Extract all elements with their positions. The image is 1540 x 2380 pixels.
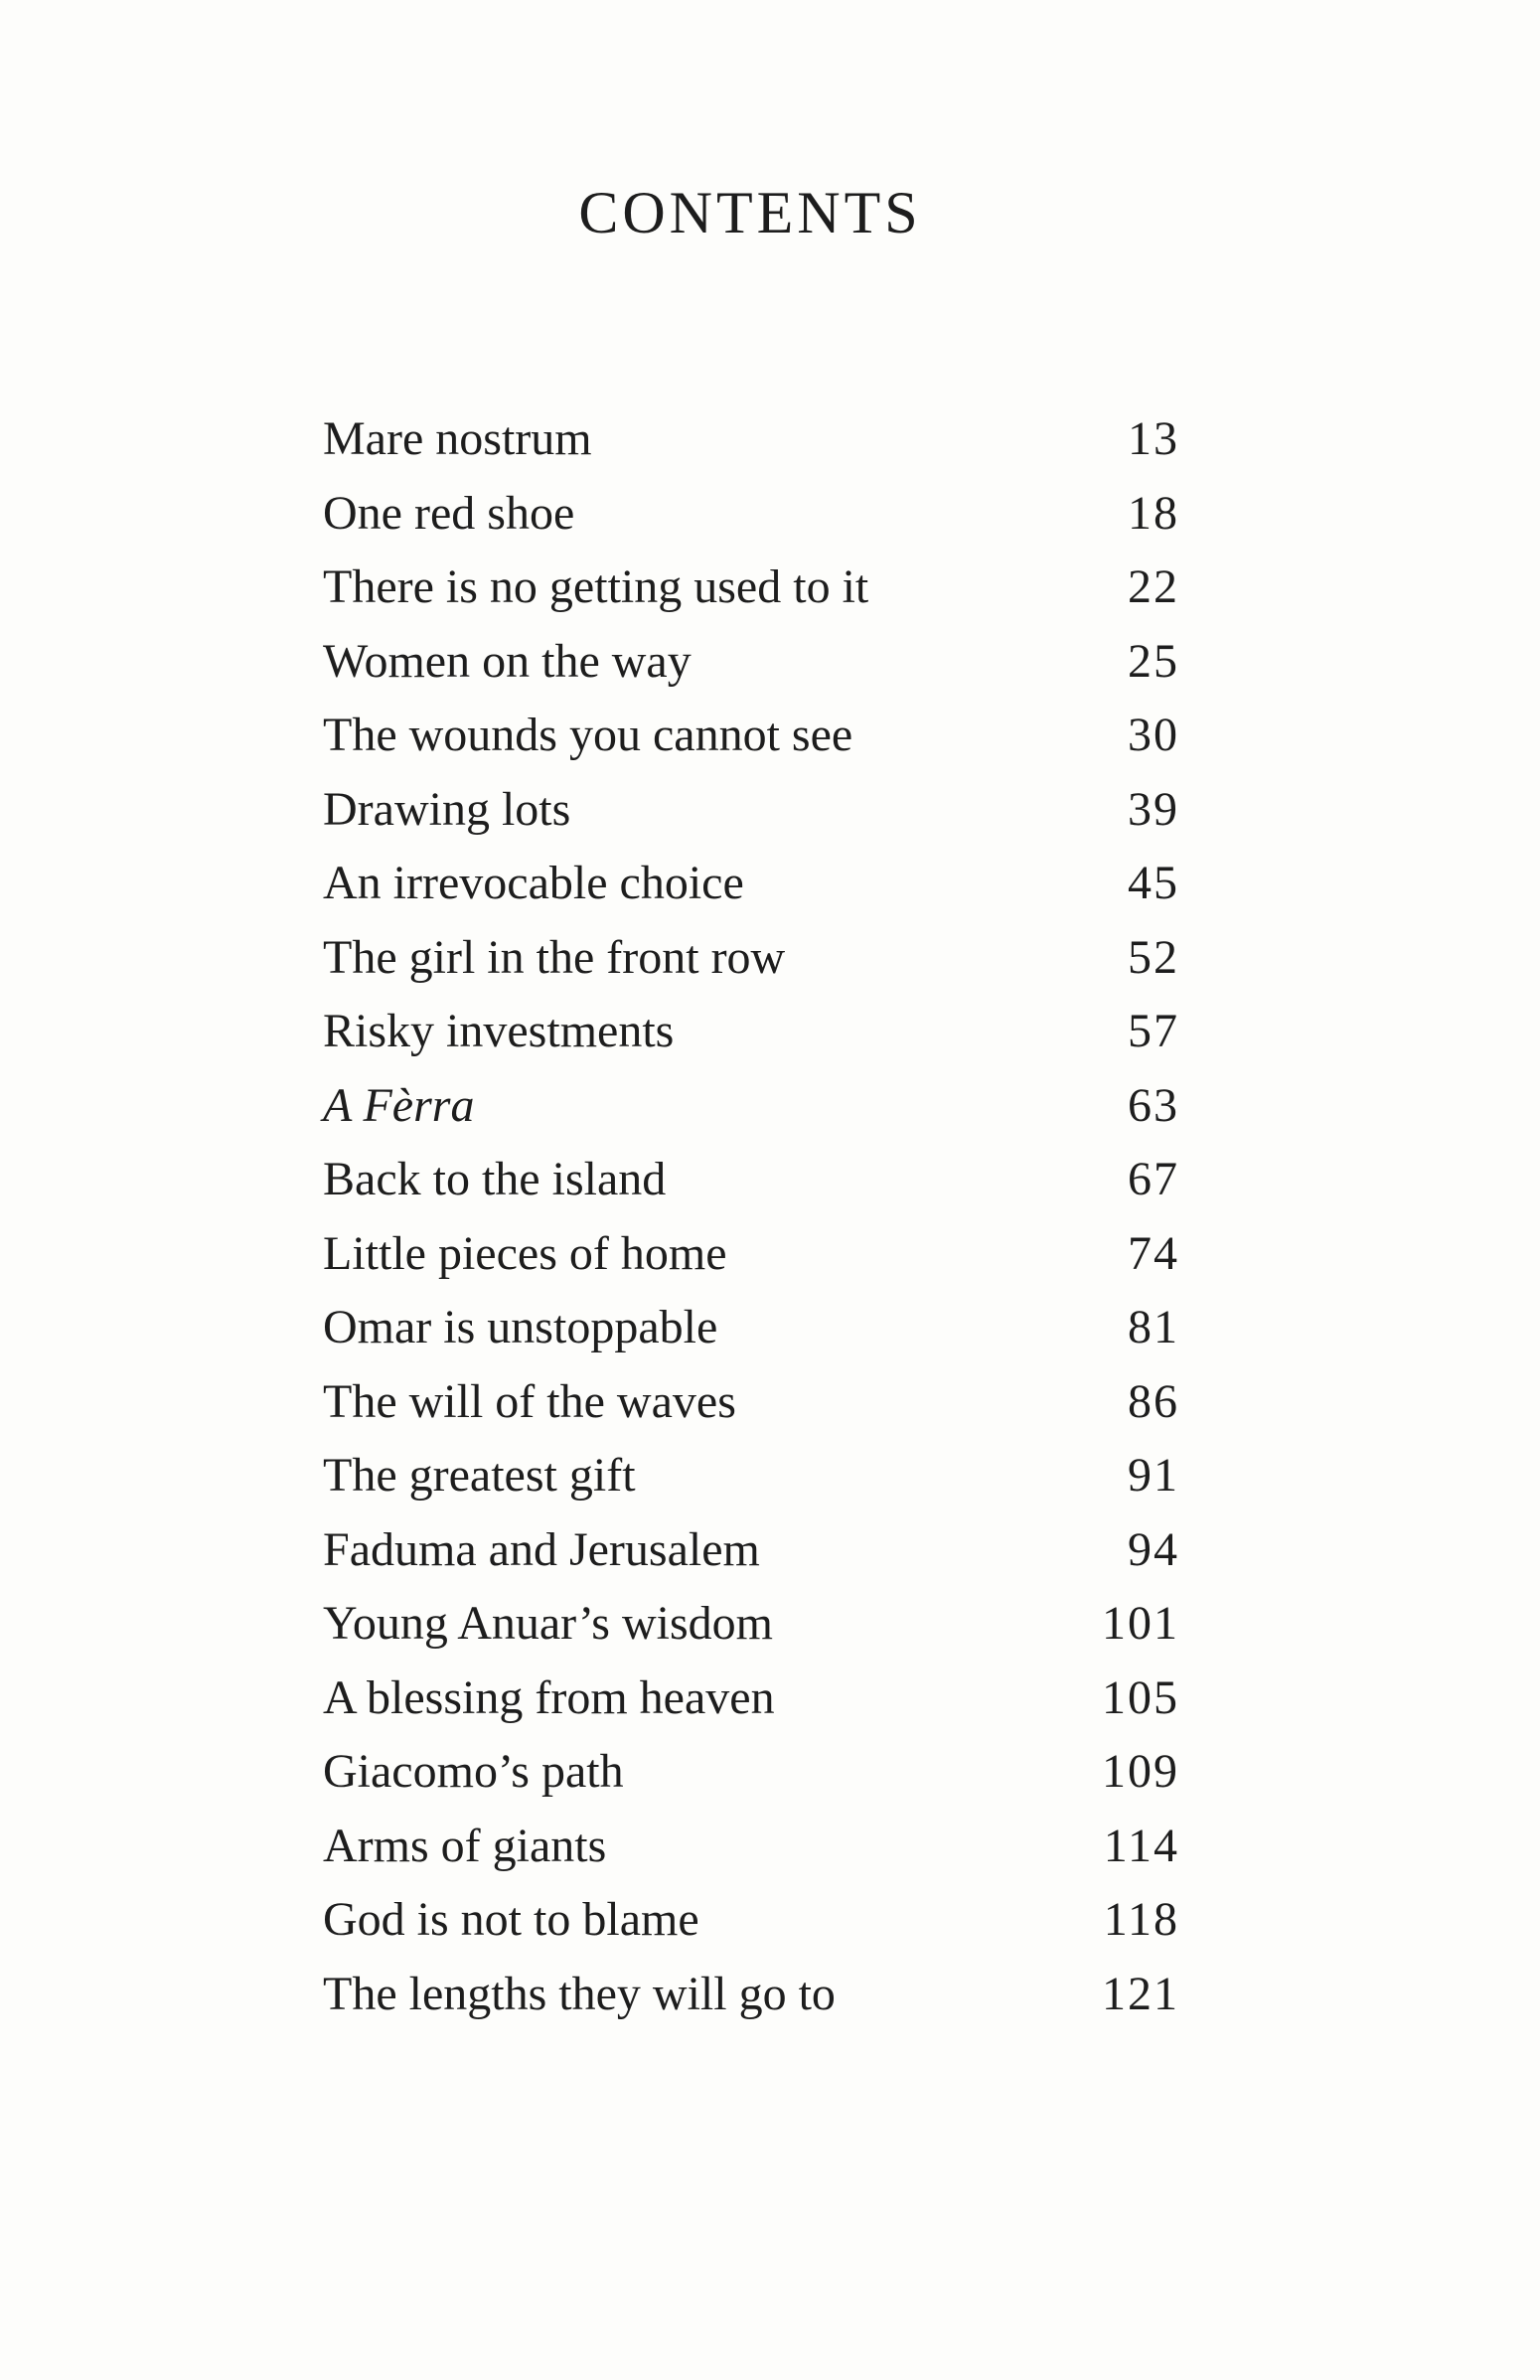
toc-entry-page-number: 114 — [1103, 1819, 1179, 1872]
toc-entry-title: Arms of giants — [323, 1819, 607, 1872]
toc-entry-page-number: 63 — [1128, 1078, 1179, 1132]
toc-entry-title: God is not to blame — [323, 1893, 699, 1946]
toc-entry-title: Women on the way — [323, 634, 692, 688]
toc-entry-page-number: 118 — [1103, 1893, 1179, 1946]
page-title: CONTENTS — [578, 180, 922, 245]
toc-entry-page-number: 39 — [1128, 782, 1179, 836]
toc-entry-page-number: 91 — [1128, 1449, 1179, 1502]
toc-entry-title: Young Anuar’s wisdom — [323, 1597, 773, 1650]
toc-entry — [323, 1291, 1179, 1365]
toc-entry-title: Mare nostrum — [323, 412, 592, 465]
toc-entry — [323, 1958, 1179, 2032]
toc-entry — [323, 1069, 1179, 1144]
toc-entry-page-number: 52 — [1128, 930, 1179, 984]
toc-entry — [323, 1513, 1179, 1588]
toc-entry-page-number: 45 — [1128, 857, 1179, 909]
toc-entry-page-number: 94 — [1128, 1522, 1179, 1576]
toc-entry-page-number: 81 — [1128, 1301, 1179, 1353]
toc-entry-title: Omar is unstoppable — [323, 1301, 718, 1353]
toc-entry-title: The will of the waves — [323, 1374, 736, 1428]
toc-entry — [323, 1883, 1179, 1958]
toc-entry — [323, 551, 1179, 625]
toc-entry-title: A Fèrra — [323, 1078, 475, 1132]
toc-entry — [323, 625, 1179, 700]
toc-entry-page-number: 13 — [1128, 412, 1179, 465]
toc-entry-title: A blessing from heaven — [323, 1670, 775, 1724]
toc-entry — [323, 773, 1179, 848]
toc-entry-page-number: 18 — [1128, 486, 1179, 540]
toc-entry — [323, 1810, 1179, 1884]
toc-entry-title: One red shoe — [323, 486, 575, 540]
toc-entry — [323, 995, 1179, 1069]
table-of-contents — [323, 402, 1179, 2031]
toc-entry-title: Little pieces of home — [323, 1226, 727, 1280]
toc-entry-title: The wounds you cannot see — [323, 709, 853, 761]
toc-entry-page-number: 121 — [1102, 1967, 1179, 2020]
toc-entry-page-number: 109 — [1102, 1745, 1179, 1798]
toc-entry — [323, 1587, 1179, 1662]
toc-entry-title: Drawing lots — [323, 782, 571, 836]
toc-entry-title: There is no getting used to it — [323, 560, 869, 613]
toc-entry-title: The lengths they will go to — [323, 1967, 836, 2020]
toc-entry — [323, 847, 1179, 921]
toc-entry — [323, 1365, 1179, 1440]
toc-entry — [323, 1143, 1179, 1217]
toc-entry-page-number: 86 — [1128, 1374, 1179, 1428]
toc-entry-page-number: 67 — [1128, 1153, 1179, 1205]
toc-entry-title: Back to the island — [323, 1153, 667, 1205]
toc-entry-title: An irrevocable choice — [323, 857, 744, 909]
toc-entry — [323, 1217, 1179, 1292]
toc-entry-title: The greatest gift — [323, 1449, 636, 1502]
toc-entry — [323, 1735, 1179, 1810]
toc-entry-title: The girl in the front row — [323, 930, 786, 984]
toc-entry — [323, 1662, 1179, 1736]
toc-entry — [323, 921, 1179, 996]
toc-entry-page-number: 22 — [1128, 560, 1179, 613]
toc-entry — [323, 477, 1179, 552]
toc-entry-title: Giacomo’s path — [323, 1745, 624, 1798]
toc-entry-page-number: 101 — [1102, 1597, 1179, 1650]
toc-entry-title: Faduma and Jerusalem — [323, 1522, 760, 1576]
toc-entry — [323, 699, 1179, 773]
toc-entry-title: Risky investments — [323, 1005, 675, 1057]
toc-entry — [323, 402, 1179, 477]
toc-entry-page-number: 25 — [1128, 634, 1179, 688]
toc-entry-page-number: 30 — [1128, 709, 1179, 761]
toc-entry-page-number: 105 — [1102, 1670, 1179, 1724]
toc-entry-page-number: 74 — [1128, 1226, 1179, 1280]
toc-entry — [323, 1439, 1179, 1513]
toc-entry-page-number: 57 — [1128, 1005, 1179, 1057]
